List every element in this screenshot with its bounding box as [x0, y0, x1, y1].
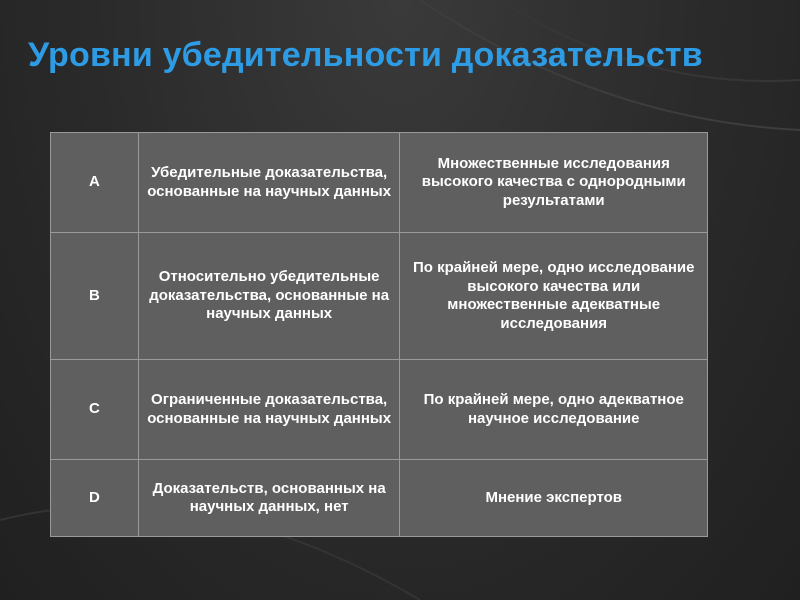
- level-cell: A: [51, 133, 139, 233]
- evidence-cell: По крайней мере, одно исследование высокого качества или множественные адекватные исследования: [400, 233, 708, 360]
- evidence-cell: Мнение экспертов: [400, 460, 708, 537]
- evidence-cell: Множественные исследования высокого качества с однородными результатами: [400, 133, 708, 233]
- description-cell: Относительно убедительные доказательства, основанные на научных данных: [138, 233, 400, 360]
- table-row: [51, 460, 708, 537]
- table-row: [51, 233, 708, 360]
- level-cell: C: [51, 360, 139, 460]
- description-cell: Убедительные доказательства, основанные на научных данных: [138, 133, 400, 233]
- level-cell: D: [51, 460, 139, 537]
- table-row: [51, 133, 708, 233]
- slide-title: Уровни убедительности доказательств: [28, 36, 703, 74]
- level-cell: B: [51, 233, 139, 360]
- description-cell: Доказательств, основанных на научных данных, нет: [138, 460, 400, 537]
- description-cell: Ограниченные доказательства, основанные на научных данных: [138, 360, 400, 460]
- evidence-cell: По крайней мере, одно адекватное научное исследование: [400, 360, 708, 460]
- table-row: [51, 360, 708, 460]
- evidence-levels-table: [50, 132, 708, 537]
